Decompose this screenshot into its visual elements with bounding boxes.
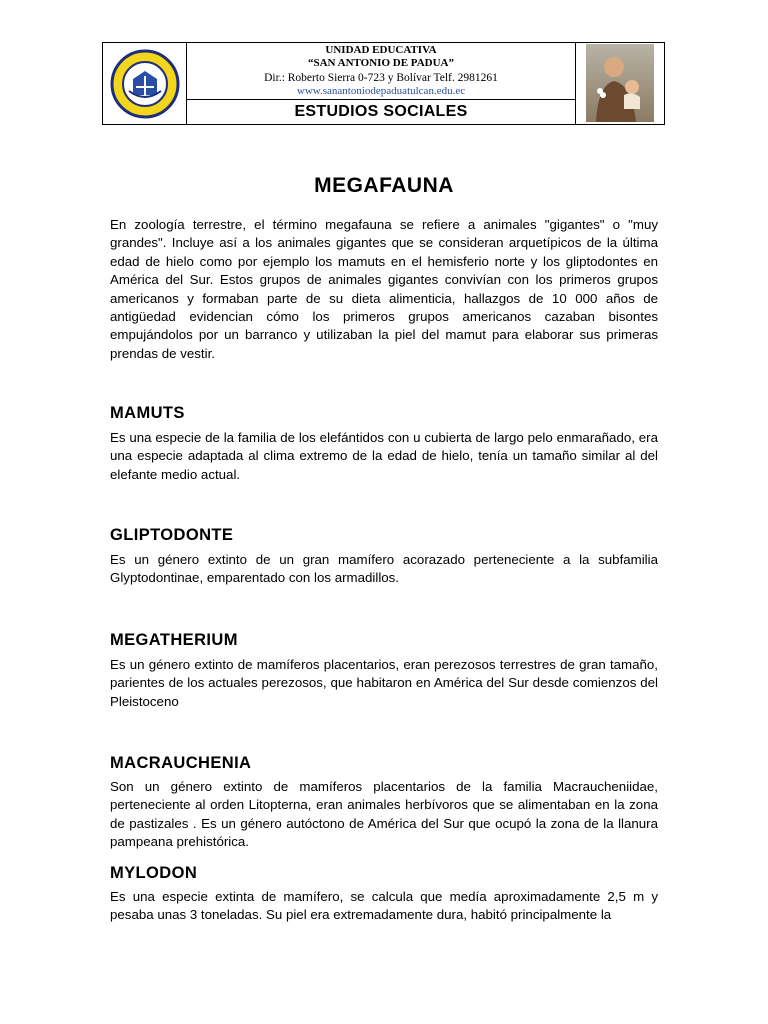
letterhead — [102, 42, 665, 125]
school-logo-icon — [103, 43, 187, 124]
section-text-megatherium: Es un género extinto de mamíferos placentarios, eran perezosos terrestres de gran tamaño, parientes de los actuales perezosos, que habitaron en América del Sur desde comienzos del Pleistoceno — [110, 657, 658, 709]
intro-paragraph: En zoología terrestre, el término megafauna se refiere a animales "gigantes" o "muy grandes". Incluye así a los animales gigantes que se consideran arquetípicos de la última edad de hielo como por ejemplo los mamuts en el hemisferio norte y los gliptodontes en América del Sur. Estos grupos de animales gigantes convivían con los primeros grupos americanos y formaban parte de su dieta alimenticia, hallazgos de 10 000 años de antigüedad evidencian cómo los primeros grupos americanos cazaban bisontes empujándolos por un barranco y utilizaban la piel del mamut para elaborar sus primeras prendas de vestir. — [110, 217, 658, 361]
letterhead-divider — [187, 99, 575, 100]
document-title: MEGAFAUNA — [314, 174, 454, 197]
section-text-mylodon: Es una especie extinta de mamífero, se calcula que medía aproximadamente 2,5 m y pesaba unas 3 toneladas. Su piel era extremadamente dura, habitó principalmente la — [110, 889, 658, 923]
section-heading-mamuts: MAMUTS — [110, 404, 185, 422]
saint-image-cell — [576, 43, 664, 124]
school-website-link[interactable]: www.sanantoniodepaduatulcan.edu.ec — [296, 85, 466, 97]
saint-anthony-image — [576, 43, 664, 124]
school-address: Dir.: Roberto Sierra 0-723 y Bolívar Telf. 2981261 — [264, 72, 498, 84]
institution-name: UNIDAD EDUCATIVA — [325, 44, 437, 56]
letterhead-text-cell — [187, 43, 576, 124]
section-heading-gliptodonte: GLIPTODONTE — [110, 526, 234, 544]
subject-title: ESTUDIOS SOCIALES — [294, 103, 468, 120]
section-heading-megatherium: MEGATHERIUM — [110, 631, 238, 649]
section-text-mamuts: Es una especie de la familia de los elefántidos con u cubierta de largo pelo enmarañado, era una especie adaptada al clima extremo de la edad de hielo, tenía un tamaño similar al del elefante medio actual. — [110, 430, 658, 482]
section-text-macrauchenia: Son un género extinto de mamíferos placentarios de la familia Macraucheniidae, perteneciente al orden Litopterna, eran animales herbívoros que se alimentaban en la zona de pastizales . Es un género autóctono de América del Sur que ocupó la zona de la llanura pampeana prehistórica. — [110, 779, 658, 850]
section-heading-macrauchenia: MACRAUCHENIA — [110, 754, 252, 772]
section-text-gliptodonte: Es un género extinto de un gran mamífero acorazado perteneciente a la subfamilia Glyptodontinae, emparentado con los armadillos. — [110, 552, 658, 586]
section-heading-mylodon: MYLODON — [110, 864, 198, 882]
school-logo-cell — [103, 43, 187, 124]
school-name: “SAN ANTONIO DE PADUA” — [308, 57, 454, 69]
